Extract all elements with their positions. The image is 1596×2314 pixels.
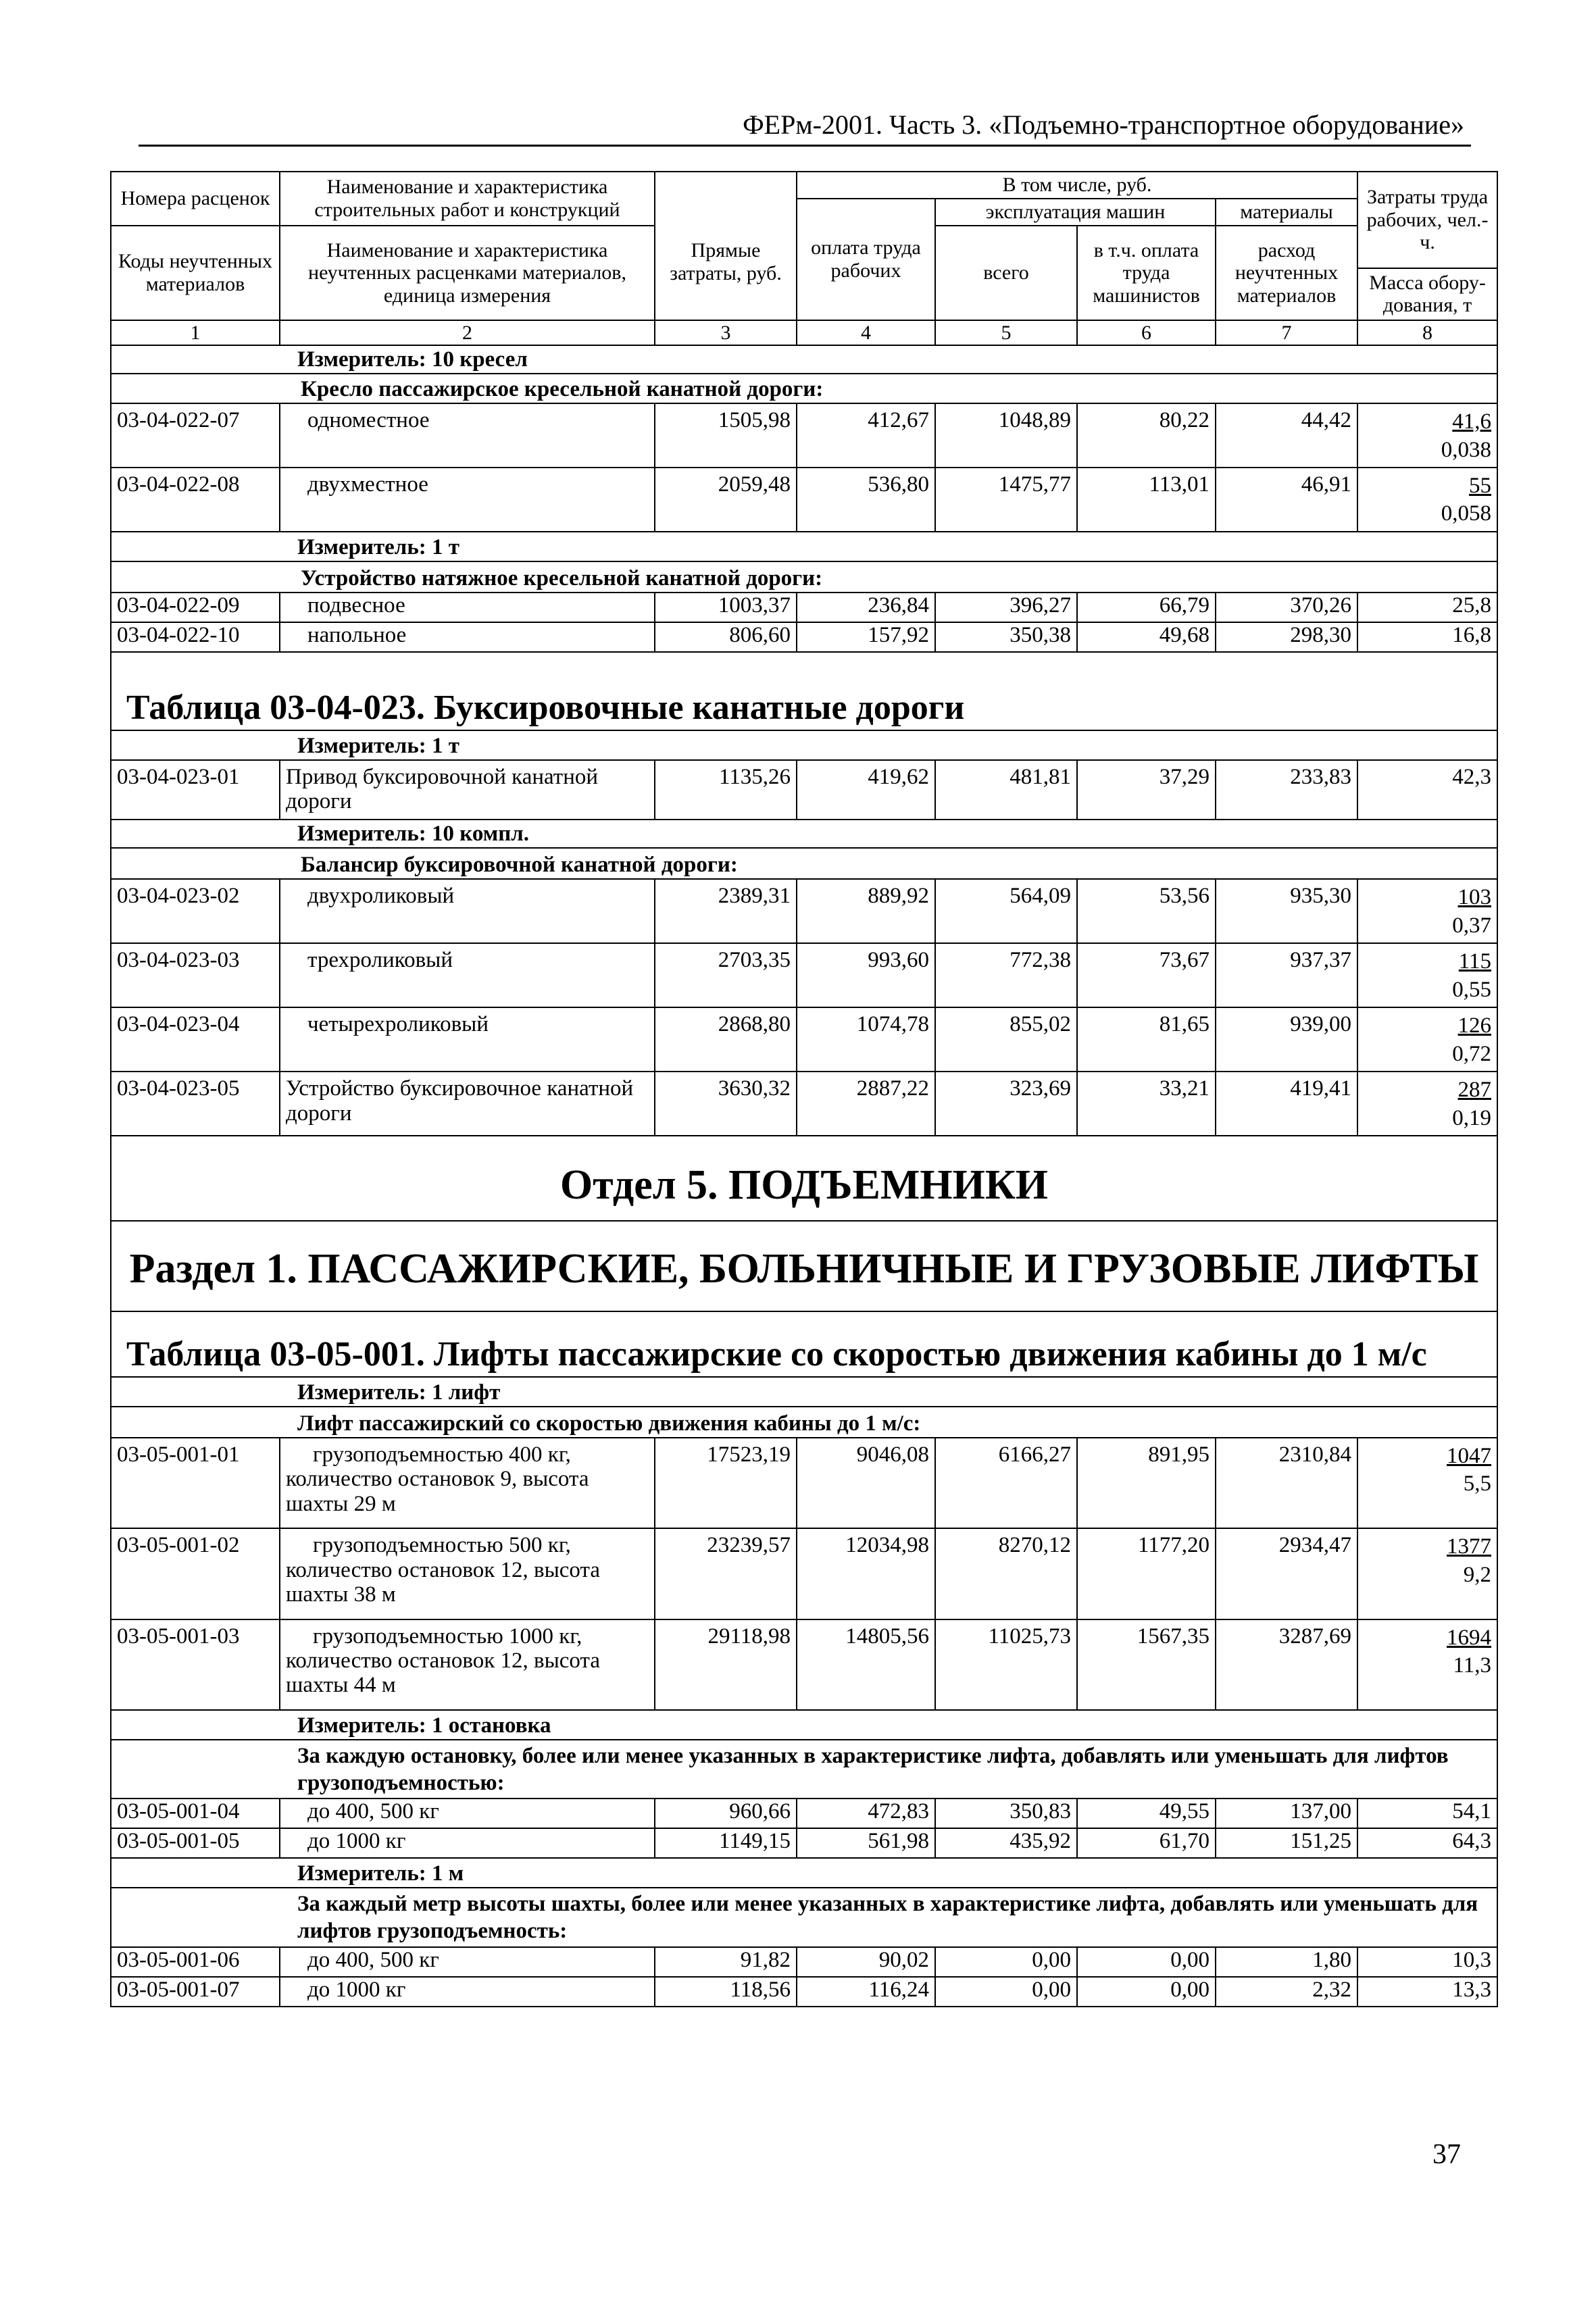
rate-code: 03-04-023-04 xyxy=(111,1007,280,1072)
meter-label: Измеритель: xyxy=(297,733,426,758)
page-number: 37 xyxy=(1432,2139,1461,2170)
group-row xyxy=(111,1888,1497,1946)
machinist-pay: 891,95 xyxy=(1077,1438,1216,1528)
meter-label: Измеритель: xyxy=(297,1861,426,1886)
table-row xyxy=(111,1828,1497,1858)
machines-total: 396,27 xyxy=(935,593,1077,622)
meter-row xyxy=(111,345,1497,374)
machinist-pay: 1567,35 xyxy=(1077,1619,1216,1710)
labor-hours: 126 xyxy=(1457,1013,1492,1038)
machinist-pay: 113,01 xyxy=(1077,468,1216,532)
machines-total: 564,09 xyxy=(935,879,1077,943)
division-row xyxy=(111,1136,1497,1221)
labor-hours: 115 xyxy=(1458,949,1492,974)
direct-cost: 2059,48 xyxy=(655,468,797,532)
direct-cost: 1505,98 xyxy=(655,403,797,468)
meter-label: Измеритель: xyxy=(297,1380,426,1405)
labor-hours: 287 xyxy=(1457,1078,1492,1103)
materials: 298,30 xyxy=(1216,622,1357,652)
table-row xyxy=(111,943,1497,1007)
materials: 935,30 xyxy=(1216,879,1357,943)
col-number: 4 xyxy=(797,320,935,345)
rate-name: Устройство буксировочное канатной дороги xyxy=(280,1072,655,1136)
rate-name: двухроликовый xyxy=(280,879,655,943)
rate-code: 03-05-001-06 xyxy=(111,1947,280,1977)
meter-row xyxy=(111,730,1497,760)
labor-pay: 561,98 xyxy=(797,1828,935,1858)
machinist-pay: 33,21 xyxy=(1077,1072,1216,1136)
division-title: Отдел 5. ПОДЪЕМНИКИ xyxy=(111,1136,1497,1221)
machinist-header: в т.ч. оплата труда машинистов xyxy=(1077,226,1216,321)
meter-row xyxy=(111,1377,1497,1407)
meter-value: 1 м xyxy=(432,1861,464,1886)
equipment-mass: 0,058 xyxy=(1441,501,1492,526)
labor-pay: 116,24 xyxy=(797,1977,935,2007)
materials: 46,91 xyxy=(1216,468,1357,532)
equipment-mass: 0,19 xyxy=(1452,1105,1492,1130)
materials: 937,37 xyxy=(1216,943,1357,1007)
labor-hours: 10,3 xyxy=(1357,1947,1497,1977)
rate-code: 03-04-022-07 xyxy=(111,403,280,468)
col3-header: Прямые затраты, руб. xyxy=(655,172,797,320)
rate-name: четырехроликовый xyxy=(280,1007,655,1072)
equipment-mass: 0,72 xyxy=(1452,1041,1492,1066)
incl-header: В том числе, руб. xyxy=(797,172,1357,199)
labor-mass xyxy=(1357,1619,1497,1710)
equipment-mass: 0,37 xyxy=(1452,913,1492,938)
rate-code: 03-05-001-01 xyxy=(111,1438,280,1528)
section-row xyxy=(111,1221,1497,1311)
group-title: Устройство натяжное кресельной канатной дороги: xyxy=(111,561,1497,593)
labor-hours: 103 xyxy=(1457,885,1492,910)
equipment-mass: 5,5 xyxy=(1463,1472,1492,1496)
equipment-mass: 11,3 xyxy=(1453,1653,1492,1678)
materials: 2934,47 xyxy=(1216,1528,1357,1619)
rate-code: 03-04-023-02 xyxy=(111,879,280,943)
table-row xyxy=(111,879,1497,943)
labor-pay: 889,92 xyxy=(797,879,935,943)
meter-value: 10 кресел xyxy=(432,347,528,372)
labor-pay: 236,84 xyxy=(797,593,935,622)
labor-mass xyxy=(1357,1528,1497,1619)
machinist-pay: 37,29 xyxy=(1077,760,1216,820)
table-row xyxy=(111,1799,1497,1828)
machinist-pay: 81,65 xyxy=(1077,1007,1216,1072)
labor-pay: 2887,22 xyxy=(797,1072,935,1136)
table-row xyxy=(111,468,1497,532)
rate-name: одноместное xyxy=(280,403,655,468)
rate-name: подвесное xyxy=(280,593,655,622)
machines-total: 11025,73 xyxy=(935,1619,1077,1710)
group-title: Лифт пассажирский со скоростью движения кабины до 1 м/с: xyxy=(111,1407,1497,1438)
labor-pay: 412,67 xyxy=(797,403,935,468)
labor-mass xyxy=(1357,1007,1497,1072)
table-row xyxy=(111,593,1497,622)
labor-pay: 157,92 xyxy=(797,622,935,652)
machines-total: 350,38 xyxy=(935,622,1077,652)
rate-name: до 1000 кг xyxy=(280,1828,655,1858)
table-title-row xyxy=(111,1311,1497,1377)
materials: 370,26 xyxy=(1216,593,1357,622)
machines-total: 0,00 xyxy=(935,1977,1077,2007)
labor-hours: 42,3 xyxy=(1357,760,1497,820)
rate-name: до 1000 кг xyxy=(280,1977,655,2007)
rate-name: грузоподъемностью 500 кг, количество остановок 12, высота шахты 38 м xyxy=(280,1528,655,1619)
meter-value: 1 остановка xyxy=(432,1713,551,1738)
rate-name: до 400, 500 кг xyxy=(280,1799,655,1828)
group-row xyxy=(111,374,1497,403)
meter-row xyxy=(111,1710,1497,1740)
machinist-pay: 53,56 xyxy=(1077,879,1216,943)
direct-cost: 91,82 xyxy=(655,1947,797,1977)
materials: 1,80 xyxy=(1216,1947,1357,1977)
col-number: 2 xyxy=(280,320,655,345)
table-row xyxy=(111,760,1497,820)
labor-mass xyxy=(1357,879,1497,943)
labor-mass xyxy=(1357,943,1497,1007)
meter-value: 10 компл. xyxy=(432,821,529,846)
col2-header-bottom: Наименование и характеристика неучтенных расценками материалов, единица измерения xyxy=(280,226,655,321)
table-row xyxy=(111,1977,1497,2007)
labor-pay: 90,02 xyxy=(797,1947,935,1977)
labor-pay: 993,60 xyxy=(797,943,935,1007)
rate-name: грузоподъемностью 1000 кг, количество остановок 12, высота шахты 44 м xyxy=(280,1619,655,1710)
direct-cost: 2703,35 xyxy=(655,943,797,1007)
machines-total: 481,81 xyxy=(935,760,1077,820)
labor-mass xyxy=(1357,468,1497,532)
group-row xyxy=(111,561,1497,593)
col1-header-top: Номера расценок xyxy=(111,172,280,226)
direct-cost: 1149,15 xyxy=(655,1828,797,1858)
section-title: Раздел 1. ПАССАЖИРСКИЕ, БОЛЬНИЧНЫЕ И ГРУЗОВЫЕ ЛИФТЫ xyxy=(111,1221,1497,1311)
group-title: За каждый метр высоты шахты, более или менее указанных в характеристике лифта, добавлять или уменьшать для лифтов грузоподъемность: xyxy=(111,1888,1497,1946)
meter-label: Измеритель: xyxy=(297,534,426,559)
direct-cost: 23239,57 xyxy=(655,1528,797,1619)
column-numbers-row xyxy=(111,320,1497,345)
direct-cost: 2389,31 xyxy=(655,879,797,943)
table-row xyxy=(111,1619,1497,1710)
rate-name: до 400, 500 кг xyxy=(280,1947,655,1977)
meter-value: 1 т xyxy=(432,534,459,559)
direct-cost: 29118,98 xyxy=(655,1619,797,1710)
direct-cost: 1003,37 xyxy=(655,593,797,622)
col-number: 1 xyxy=(111,320,280,345)
equipment-mass: 0,55 xyxy=(1452,977,1492,1002)
labor-mass xyxy=(1357,403,1497,468)
machines-total: 1048,89 xyxy=(935,403,1077,468)
rate-name: напольное xyxy=(280,622,655,652)
labor-hours: 1047 xyxy=(1447,1444,1492,1469)
unaccounted-header: расход неучтенных материалов xyxy=(1216,226,1357,321)
meter-row xyxy=(111,532,1497,561)
materials: 233,83 xyxy=(1216,760,1357,820)
table-title: Таблица 03-04-023. Буксировочные канатные дороги xyxy=(111,652,1497,730)
group-title: За каждую остановку, более или менее указанных в характеристике лифта, добавлять или уменьшать для лифтов грузоподъемностью: xyxy=(111,1740,1497,1799)
rate-code: 03-05-001-05 xyxy=(111,1828,280,1858)
table-row xyxy=(111,1528,1497,1619)
labor-hours: 41,6 xyxy=(1452,409,1492,434)
meter-label: Измеритель: xyxy=(297,347,426,372)
labor-hours: 1694 xyxy=(1447,1625,1492,1650)
machinist-pay: 49,68 xyxy=(1077,622,1216,652)
materials: 3287,69 xyxy=(1216,1619,1357,1710)
table-row xyxy=(111,1072,1497,1136)
materials: 137,00 xyxy=(1216,1799,1357,1828)
direct-cost: 3630,32 xyxy=(655,1072,797,1136)
machinist-pay: 66,79 xyxy=(1077,593,1216,622)
machines-total: 350,83 xyxy=(935,1799,1077,1828)
machinist-pay: 49,55 xyxy=(1077,1799,1216,1828)
machinist-pay: 1177,20 xyxy=(1077,1528,1216,1619)
machines-total: 0,00 xyxy=(935,1947,1077,1977)
labor-hours: 64,3 xyxy=(1357,1828,1497,1858)
meter-row xyxy=(111,820,1497,848)
rate-code: 03-05-001-04 xyxy=(111,1799,280,1828)
table-row xyxy=(111,622,1497,652)
direct-cost: 806,60 xyxy=(655,622,797,652)
direct-cost: 960,66 xyxy=(655,1799,797,1828)
document-title: ФЕРм-2001. Часть 3. «Подъемно-транспортное оборудование» xyxy=(743,109,1464,140)
machines-total: 1475,77 xyxy=(935,468,1077,532)
materials: 939,00 xyxy=(1216,1007,1357,1072)
rates-table xyxy=(110,171,1498,2007)
col8-header-bottom: Масса обору-дования, т xyxy=(1357,268,1497,321)
materials: 44,42 xyxy=(1216,403,1357,468)
labor-hours: 1377 xyxy=(1447,1534,1492,1559)
table-row xyxy=(111,1438,1497,1528)
labor-hours: 55 xyxy=(1469,474,1492,499)
table-row xyxy=(111,1007,1497,1072)
meter-row xyxy=(111,1858,1497,1888)
machinist-pay: 80,22 xyxy=(1077,403,1216,468)
col-number: 7 xyxy=(1216,320,1357,345)
rate-code: 03-04-022-09 xyxy=(111,593,280,622)
meter-value: 1 т xyxy=(432,733,459,758)
rate-code: 03-04-022-10 xyxy=(111,622,280,652)
machines-total: 323,69 xyxy=(935,1072,1077,1136)
materials: 2,32 xyxy=(1216,1977,1357,2007)
meter-label: Измеритель: xyxy=(297,821,426,846)
col-number: 5 xyxy=(935,320,1077,345)
group-row xyxy=(111,1740,1497,1799)
labor-pay: 1074,78 xyxy=(797,1007,935,1072)
table-row xyxy=(111,1947,1497,1977)
col2-header-top: Наименование и характеристика строительных работ и конструкций xyxy=(280,172,655,226)
rate-name: трехроликовый xyxy=(280,943,655,1007)
header-row xyxy=(111,172,1497,199)
running-header xyxy=(139,109,1471,147)
rate-code: 03-05-001-02 xyxy=(111,1528,280,1619)
labor-hours: 54,1 xyxy=(1357,1799,1497,1828)
rate-code: 03-04-023-01 xyxy=(111,760,280,820)
col1-header-bottom: Коды неучтенных материалов xyxy=(111,226,280,321)
direct-cost: 2868,80 xyxy=(655,1007,797,1072)
labor-hours: 13,3 xyxy=(1357,1977,1497,2007)
exploitation-header: эксплуатация машин xyxy=(935,199,1216,226)
machines-total: 8270,12 xyxy=(935,1528,1077,1619)
col-number: 3 xyxy=(655,320,797,345)
machinist-pay: 61,70 xyxy=(1077,1828,1216,1858)
materials: 2310,84 xyxy=(1216,1438,1357,1528)
group-row xyxy=(111,1407,1497,1438)
group-row xyxy=(111,848,1497,879)
machines-total: 855,02 xyxy=(935,1007,1077,1072)
materials: 419,41 xyxy=(1216,1072,1357,1136)
rate-name: Привод буксировочной канатной дороги xyxy=(280,760,655,820)
rate-code: 03-04-023-05 xyxy=(111,1072,280,1136)
labor-mass xyxy=(1357,1072,1497,1136)
rate-name: грузоподъемностью 400 кг, количество остановок 9, высота шахты 29 м xyxy=(280,1438,655,1528)
equipment-mass: 0,038 xyxy=(1441,437,1492,462)
direct-cost: 118,56 xyxy=(655,1977,797,2007)
meter-value: 1 лифт xyxy=(432,1380,501,1405)
rates-sheet xyxy=(110,171,1497,2007)
labor-pay: 9046,08 xyxy=(797,1438,935,1528)
table-title-row xyxy=(111,652,1497,730)
labor-hours: 16,8 xyxy=(1357,622,1497,652)
rate-code: 03-05-001-03 xyxy=(111,1619,280,1710)
labor-pay: 536,80 xyxy=(797,468,935,532)
labor-pay: 14805,56 xyxy=(797,1619,935,1710)
labor-pay: 12034,98 xyxy=(797,1528,935,1619)
machinist-pay: 0,00 xyxy=(1077,1977,1216,2007)
machines-total: 435,92 xyxy=(935,1828,1077,1858)
table-row xyxy=(111,403,1497,468)
rate-code: 03-04-023-03 xyxy=(111,943,280,1007)
meter-label: Измеритель: xyxy=(297,1713,426,1738)
direct-cost: 17523,19 xyxy=(655,1438,797,1528)
group-title: Кресло пассажирское кресельной канатной дороги: xyxy=(111,374,1497,403)
table-title: Таблица 03-05-001. Лифты пассажирские со скоростью движения кабины до 1 м/с xyxy=(111,1311,1497,1377)
machines-total: 6166,27 xyxy=(935,1438,1077,1528)
equipment-mass: 9,2 xyxy=(1463,1562,1492,1587)
labor-pay-header: оплата труда рабочих xyxy=(797,199,935,320)
machinist-pay: 0,00 xyxy=(1077,1947,1216,1977)
materials: 151,25 xyxy=(1216,1828,1357,1858)
machinist-pay: 73,67 xyxy=(1077,943,1216,1007)
direct-cost: 1135,26 xyxy=(655,760,797,820)
labor-hours: 25,8 xyxy=(1357,593,1497,622)
rate-code: 03-05-001-07 xyxy=(111,1977,280,2007)
labor-pay: 419,62 xyxy=(797,760,935,820)
group-title: Балансир буксировочной канатной дороги: xyxy=(111,848,1497,879)
materials-header: материалы xyxy=(1216,199,1357,226)
col-number: 8 xyxy=(1357,320,1497,345)
col8-header-top: Затраты труда рабочих, чел.-ч. xyxy=(1357,172,1497,268)
rate-code: 03-04-022-08 xyxy=(111,468,280,532)
col-number: 6 xyxy=(1077,320,1216,345)
labor-mass xyxy=(1357,1438,1497,1528)
rate-name: двухместное xyxy=(280,468,655,532)
labor-pay: 472,83 xyxy=(797,1799,935,1828)
total-header: всего xyxy=(935,226,1077,321)
machines-total: 772,38 xyxy=(935,943,1077,1007)
